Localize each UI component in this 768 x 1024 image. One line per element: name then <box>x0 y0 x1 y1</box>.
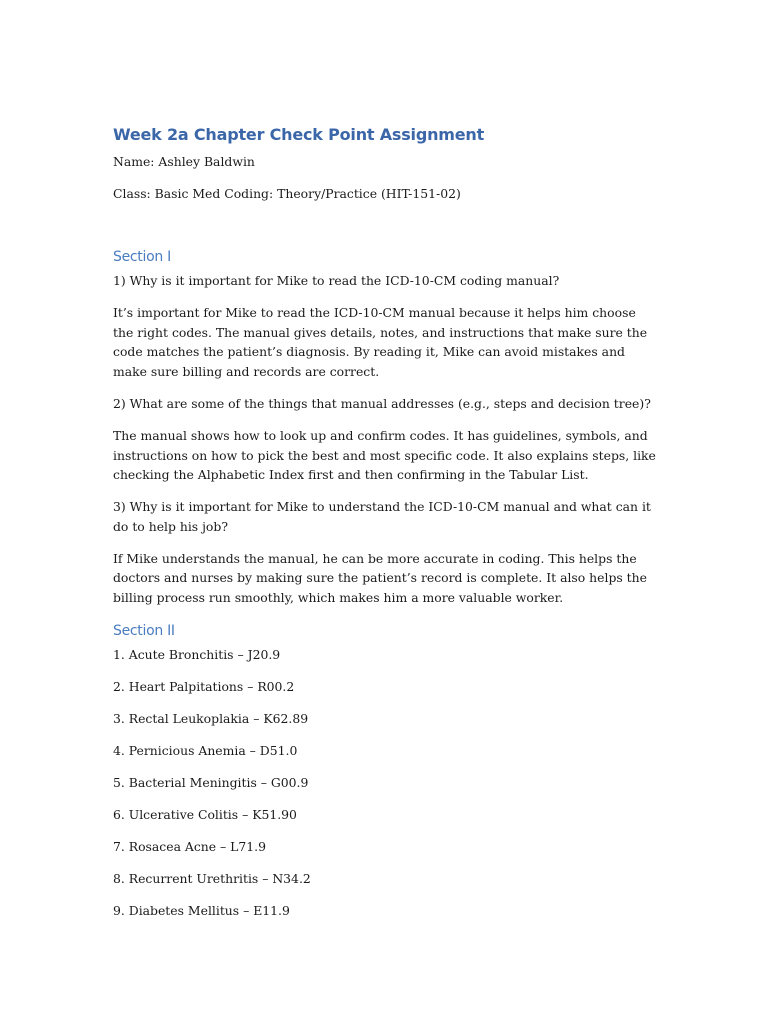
question-2: 2) What are some of the things that manual addresses (e.g., steps and decision tree)? <box>113 395 651 411</box>
answer-2: The manual shows how to look up and confirm codes. It has guidelines, symbols, and instructions on how to pick the best and most specific code. It also explains steps, like checking the Alphabetic Index first and then confirming in the Tabular List. <box>113 427 656 483</box>
code-item: 9. Diabetes Mellitus – E11.9 <box>113 903 290 919</box>
document-title: Week 2a Chapter Check Point Assignment <box>113 125 485 144</box>
code-item: 5. Bacterial Meningitis – G00.9 <box>113 775 309 791</box>
code-item: 1. Acute Bronchitis – J20.9 <box>113 647 281 663</box>
code-list <box>113 645 658 920</box>
document-page <box>113 124 658 933</box>
code-item: 2. Heart Palpitations – R00.2 <box>113 679 295 695</box>
section-1-heading: Section I <box>113 249 171 266</box>
code-item: 6. Ulcerative Colitis – K51.90 <box>113 807 297 823</box>
code-item: 3. Rectal Leukoplakia – K62.89 <box>113 711 309 727</box>
code-item: 8. Recurrent Urethritis – N34.2 <box>113 871 311 887</box>
question-3: 3) Why is it important for Mike to understand the ICD-10-CM manual and what can it do to help his job? <box>113 499 651 534</box>
answer-1: It’s important for Mike to read the ICD-10-CM manual because it helps him choose the right codes. The manual gives details, notes, and instructions that make sure the code matches the patient’s diagnosis. By reading it, Mike can avoid mistakes and make sure billing and records are correct. <box>113 305 648 379</box>
class-info: Class: Basic Med Coding: Theory/Practice (HIT-151-02) <box>113 185 461 201</box>
section-2-heading: Section II <box>113 623 175 640</box>
code-item: 7. Rosacea Acne – L71.9 <box>113 839 266 855</box>
answer-3: If Mike understands the manual, he can be more accurate in coding. This helps the doctors and nurses by making sure the patient’s record is complete. It also helps the billing process run smoothly, which makes him a more valuable worker. <box>113 550 647 605</box>
student-name: Name: Ashley Baldwin <box>113 154 255 169</box>
code-item: 4. Pernicious Anemia – D51.0 <box>113 743 298 759</box>
question-1: 1) Why is it important for Mike to read the ICD-10-CM coding manual? <box>113 273 560 289</box>
